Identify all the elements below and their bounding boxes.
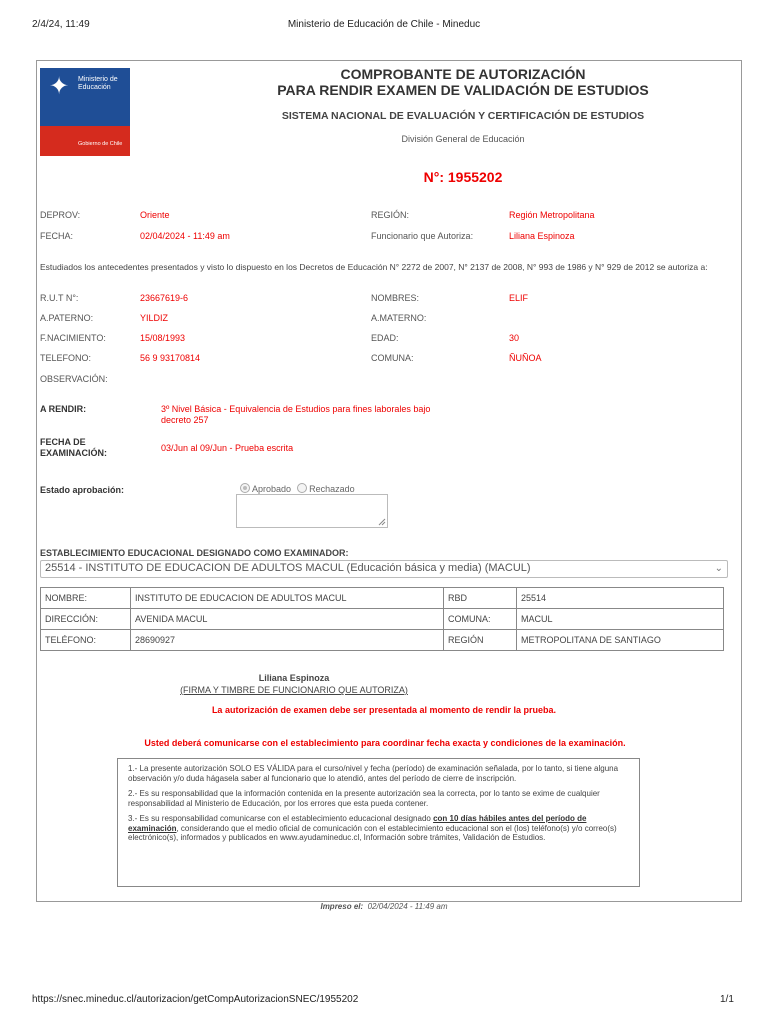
signatory-role: (FIRMA Y TIMBRE DE FUNCIONARIO QUE AUTORIZA)	[180, 685, 408, 695]
funcionario-value: Liliana Espinoza	[509, 231, 575, 241]
logo-ministerio-text: Ministerio de Educación	[78, 76, 118, 91]
funcionario-label: Funcionario que Autoriza:	[371, 231, 474, 241]
apaterno-value: YILDIZ	[140, 313, 169, 323]
browser-print-page: 1/1	[720, 994, 734, 1005]
table-row	[41, 630, 724, 651]
fecha-examinacion-label: FECHA DE EXAMINACIÓN:	[40, 437, 107, 458]
table-cell: 25514	[517, 588, 724, 609]
deprov-label: DEPROV:	[40, 210, 81, 220]
document-title: COMPROBANTE DE AUTORIZACIÓN PARA RENDIR EXAMEN DE VALIDACIÓN DE ESTUDIOS	[277, 66, 649, 98]
edad-value: 30	[509, 333, 520, 343]
fnac-label: F.NACIMIENTO:	[40, 333, 106, 343]
note-2: 2.- Es su responsabilidad que la información contenida en la presente autorización sea la correcta, por lo tanto se exime de cualquier responsabilidad al Ministerio de Educación, por los errores que esta pueda contener.	[128, 789, 600, 808]
coat-of-arms-icon: ✦	[48, 73, 70, 100]
rendir-label: A RENDIR:	[40, 404, 87, 414]
table-cell: DIRECCIÓN:	[41, 609, 131, 630]
table-cell: NOMBRE:	[41, 588, 131, 609]
table-cell: METROPOLITANA DE SANTIAGO	[517, 630, 724, 651]
table-cell: 28690927	[131, 630, 444, 651]
rut-value: 23667619-6	[140, 293, 189, 303]
note-3: 3.- Es su responsabilidad comunicarse con el establecimiento educacional designado con 10 días hábiles antes del período de examinación, considerando que el medio oficial de comunicación con el establecimiento educacional son el (los) teléfono(s) y/o correo(s) electrónico(s), informados y publicados en www.ayudamineduc.cl, Información sobre trámites, Validación de Estudios.	[128, 814, 617, 842]
aprobado-radio[interactable]	[240, 483, 250, 493]
note-1: 1.- La presente autorización SOLO ES VÁLIDA para el curso/nivel y fecha (período) de examinación señalada, por lo tanto, si tiene alguna observación y/o duda hágasela saber al funcionario que lo atendió, antes del período de cierre de inscripción.	[128, 764, 619, 783]
resize-handle-icon[interactable]	[378, 518, 386, 526]
apaterno-label: A.PATERNO:	[40, 313, 94, 323]
estado-radio-group	[240, 483, 355, 494]
edad-label: EDAD:	[371, 333, 399, 343]
rechazado-label: Rechazado	[309, 484, 355, 494]
nombres-label: NOMBRES:	[371, 293, 420, 303]
region-value: Región Metropolitana	[509, 210, 595, 220]
fecha-value: 02/04/2024 - 11:49 am	[140, 231, 230, 241]
signatory-name: Liliana Espinoza	[258, 673, 330, 683]
table-row	[41, 609, 724, 630]
establecimiento-selected: 25514 - INSTITUTO DE EDUCACION DE ADULTOS MACUL (Educación básica y media) (MACUL)	[45, 562, 531, 574]
telefono-value: 56 9 93170814	[140, 353, 201, 363]
aprobado-label: Aprobado	[252, 484, 292, 494]
ministerio-logo	[40, 68, 130, 156]
table-cell: COMUNA:	[444, 609, 517, 630]
contact-warning: Usted deberá comunicarse con el establecimiento para coordinar fecha exacta y condiciones de la examinación.	[144, 738, 626, 748]
fecha-label: FECHA:	[40, 231, 74, 241]
comuna-value: ÑUÑOA	[509, 353, 542, 363]
establecimiento-heading: ESTABLECIMIENTO EDUCACIONAL DESIGNADO COMO EXAMINADOR:	[40, 548, 349, 558]
fnac-value: 15/08/1993	[140, 333, 186, 343]
amaterno-label: A.MATERNO:	[371, 313, 427, 323]
legal-intro: Estudiados los antecedentes presentados y visto lo dispuesto en los Decretos de Educación N° 2272 de 2007, N° 2137 de 2008, N° 993 de 1986 y N° 929 de 2012 se autoriza a:	[40, 262, 708, 272]
printed-on: Impreso el: 02/04/2024 - 11:49 am	[320, 902, 448, 911]
table-cell: AVENIDA MACUL	[131, 609, 444, 630]
table-cell: TELÉFONO:	[41, 630, 131, 651]
table-cell: MACUL	[517, 609, 724, 630]
rendir-value: 3º Nivel Básica - Equivalencia de Estudios para fines laborales bajo decreto 257	[161, 404, 431, 425]
estado-aprobacion-label: Estado aprobación:	[40, 485, 125, 495]
division-label: División General de Educación	[401, 134, 525, 144]
browser-print-title: Ministerio de Educación de Chile - Mineduc	[287, 19, 481, 30]
observacion-textarea[interactable]	[236, 494, 388, 528]
table-cell: REGIÓN	[444, 630, 517, 651]
table-cell: RBD	[444, 588, 517, 609]
comuna-label: COMUNA:	[371, 353, 414, 363]
chevron-down-icon: ⌄	[714, 563, 723, 574]
region-label: REGIÓN:	[371, 210, 410, 220]
fecha-examinacion-value: 03/Jun al 09/Jun - Prueba escrita	[161, 443, 294, 453]
table-row	[41, 588, 724, 609]
authorization-number: N°: 1955202	[423, 169, 503, 185]
notes-box	[117, 758, 640, 887]
deprov-value: Oriente	[140, 210, 170, 220]
establecimiento-table	[40, 587, 724, 651]
nombres-value: ELIF	[509, 293, 529, 303]
observacion-label: OBSERVACIÓN:	[40, 374, 108, 384]
presentation-warning: La autorización de examen debe ser presentada al momento de rendir la prueba.	[211, 705, 557, 715]
logo-gobierno-text: Gobierno de Chile	[78, 141, 123, 147]
browser-print-url: https://snec.mineduc.cl/autorizacion/getCompAutorizacionSNEC/1955202	[32, 994, 359, 1005]
rechazado-radio[interactable]	[297, 483, 307, 493]
table-cell: INSTITUTO DE EDUCACION DE ADULTOS MACUL	[131, 588, 444, 609]
browser-print-date: 2/4/24, 11:49	[32, 19, 90, 30]
establecimiento-select[interactable]	[40, 560, 728, 578]
rut-label: R.U.T N°:	[40, 293, 79, 303]
document-subtitle: SISTEMA NACIONAL DE EVALUACIÓN Y CERTIFICACIÓN DE ESTUDIOS	[281, 110, 645, 122]
telefono-label: TELEFONO:	[40, 353, 92, 363]
